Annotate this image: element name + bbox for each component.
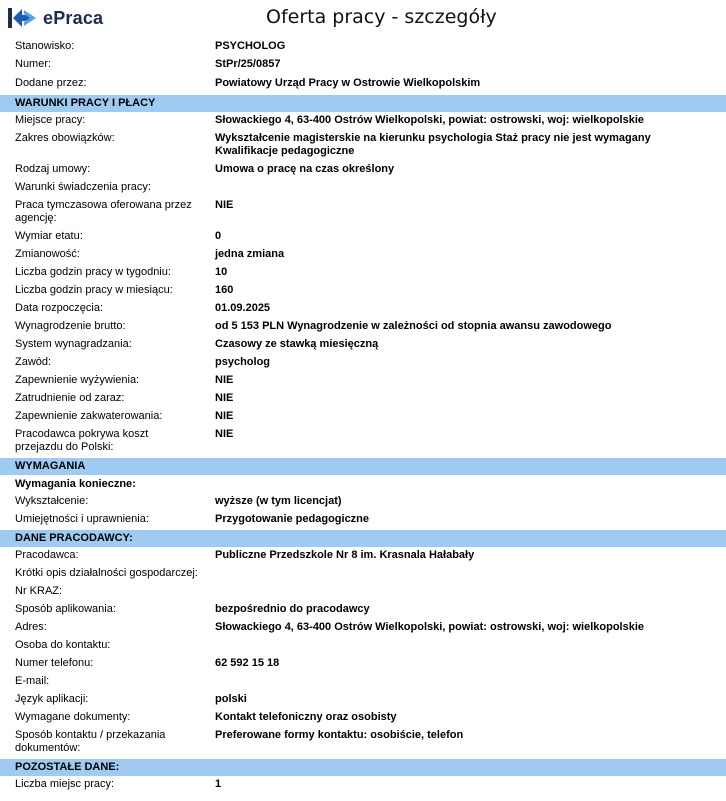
field-row-wymagane-dokumenty (0, 709, 726, 727)
section-header: WYMAGANIA (0, 458, 726, 475)
field-label: Zapewnienie zakwaterowania: (15, 410, 163, 422)
field-row-dodane-przez (0, 75, 726, 94)
field-label: Liczba godzin pracy w miesiącu: (15, 284, 173, 296)
field-label: Liczba godzin pracy w tygodniu: (15, 266, 171, 278)
field-row-liczba-miejsc-pracy (0, 776, 726, 794)
field-row-system-wynagradzania (0, 336, 726, 354)
section-header: WARUNKI PRACY I PŁACY (0, 95, 726, 112)
field-label: Zmianowość: (15, 248, 80, 260)
field-row-umiejetnosci-i-uprawnienia (0, 511, 726, 529)
field-row-e-mail (0, 673, 726, 691)
field-label: Język aplikacji: (15, 693, 89, 705)
field-value: psycholog (215, 356, 271, 368)
field-row-stanowisko (0, 38, 726, 56)
field-value: Wykształcenie magisterskie na kierunku psychologia Staż pracy nie jest wymagany Kwalifikacje pedagogiczne (215, 132, 651, 157)
field-row-nr-kraz (0, 583, 726, 601)
field-label: Krótki opis działalności gospodarczej: (15, 567, 198, 579)
field-label: Stanowisko: (15, 40, 75, 52)
logo-text: ePraca (43, 7, 104, 28)
field-value: Umowa o pracę na czas określony (215, 163, 395, 175)
section-header: POZOSTAŁE DANE: (0, 759, 726, 776)
field-label: Praca tymczasowa oferowana przez agencję: (15, 199, 192, 224)
field-value: wyższe (w tym licencjat) (215, 495, 342, 507)
field-value: Słowackiego 4, 63-400 Ostrów Wielkopolski, powiat: ostrowski, woj: wielkopolskie (215, 114, 645, 126)
field-row-zapewnienie-zakwaterowania (0, 408, 726, 426)
field-row-wyksztalcenie (0, 493, 726, 511)
field-row-zapewnienie-wyzywienia (0, 372, 726, 390)
field-value: 01.09.2025 (215, 302, 271, 314)
field-row-sposob-kontaktu-przekazania-dokumentow (0, 727, 726, 758)
field-value: polski (215, 693, 247, 705)
field-row-zawod (0, 354, 726, 372)
field-label: Adres: (15, 621, 47, 633)
field-label: Warunki świadczenia pracy: (15, 181, 151, 193)
field-value: 62 592 15 18 (215, 657, 280, 669)
field-row-data-rozpoczecia (0, 300, 726, 318)
field-row-zakres-obowiazkow (0, 130, 726, 161)
field-row-jezyk-aplikacji (0, 691, 726, 709)
field-label: Pracodawca pokrywa koszt przejazdu do Polski: (15, 428, 149, 453)
field-row-rodzaj-umowy (0, 161, 726, 179)
field-label: Sposób kontaktu / przekazania dokumentów: (15, 729, 166, 754)
field-label: Wymagane dokumenty: (15, 711, 131, 723)
field-label: Sposób aplikowania: (15, 603, 116, 615)
field-row-liczba-godzin-pracy-w-tygodniu (0, 264, 726, 282)
field-value: od 5 153 PLN Wynagrodzenie w zależności od stopnia awansu zawodowego (215, 320, 612, 332)
section-requirements (0, 458, 726, 529)
field-value: Słowackiego 4, 63-400 Ostrów Wielkopolski, powiat: ostrowski, woj: wielkopolskie (215, 621, 645, 633)
field-row-liczba-godzin-pracy-w-miesiacu (0, 282, 726, 300)
field-value (203, 179, 716, 197)
field-label: Rodzaj umowy: (15, 163, 91, 175)
field-label: Zatrudnienie od zaraz: (15, 392, 125, 404)
field-row-zatrudnienie-od-zaraz (0, 390, 726, 408)
field-row-krotki-opis-dzialalnosci-gospodarczej (0, 565, 726, 583)
field-value: Publiczne Przedszkole Nr 8 im. Krasnala Hałabały (215, 549, 475, 561)
field-row-zmianowosc (0, 246, 726, 264)
field-value: Kontakt telefoniczny oraz osobisty (215, 711, 397, 723)
field-value (203, 583, 716, 601)
field-label: Numer telefonu: (15, 657, 94, 669)
field-row-wynagrodzenie-brutto (0, 318, 726, 336)
field-value: Powiatowy Urząd Pracy w Ostrowie Wielkopolskim (215, 77, 481, 89)
field-value: bezpośrednio do pracodawcy (215, 603, 370, 615)
field-value: 1 (215, 778, 222, 790)
field-row-wymiar-etatu (0, 228, 726, 246)
field-label: Nr KRAZ: (15, 585, 63, 597)
field-value (203, 637, 716, 655)
offer-details (0, 38, 726, 794)
epraca-logo[interactable] (8, 7, 103, 29)
section-employer (0, 530, 726, 758)
section-other (0, 759, 726, 794)
field-value: PSYCHOLOG (215, 40, 286, 52)
field-value: NIE (215, 374, 234, 386)
field-row-pracodawca-pokrywa-koszt-przejazdu-do-polski (0, 426, 726, 457)
field-value: Przygotowanie pedagogiczne (215, 513, 370, 525)
field-row-numer-telefonu (0, 655, 726, 673)
field-label: Umiejętności i uprawnienia: (15, 513, 149, 525)
section-header: DANE PRACODAWCY: (0, 530, 726, 547)
field-row-pracodawca (0, 547, 726, 565)
field-row-sposob-aplikowania (0, 601, 726, 619)
field-label: System wynagradzania: (15, 338, 132, 350)
field-label: Pracodawca: (15, 549, 79, 561)
field-value: StPr/25/0857 (215, 58, 281, 70)
field-value (203, 673, 716, 691)
field-row-numer (0, 56, 726, 75)
field-label: E-mail: (15, 675, 50, 687)
field-value: NIE (215, 410, 234, 422)
epraca-logo-icon (8, 7, 38, 29)
field-value: Czasowy ze stawką miesięczną (215, 338, 379, 350)
field-label: Wykształcenie: (15, 495, 89, 507)
field-value: NIE (215, 428, 234, 440)
field-value: 10 (215, 266, 228, 278)
field-value: NIE (215, 392, 234, 404)
field-row-miejsce-pracy (0, 112, 726, 130)
field-label: Dodane przez: (15, 77, 87, 89)
field-row-warunki-swiadczenia-pracy (0, 179, 726, 197)
field-label: Zakres obowiązków: (15, 132, 115, 144)
field-label: Miejsce pracy: (15, 114, 86, 126)
section-conditions (0, 95, 726, 457)
page-title: Oferta pracy - szczegóły (266, 6, 497, 28)
field-label: Wymiar etatu: (15, 230, 83, 242)
field-value: Preferowane formy kontaktu: osobiście, telefon (215, 729, 464, 741)
field-value: NIE (215, 199, 234, 211)
field-value: jedna zmiana (215, 248, 285, 260)
field-row-adres (0, 619, 726, 637)
field-row-osoba-do-kontaktu (0, 637, 726, 655)
field-value: 160 (215, 284, 234, 296)
field-label: Data rozpoczęcia: (15, 302, 104, 314)
field-label: Wynagrodzenie brutto: (15, 320, 126, 332)
field-row-praca-tymczasowa-oferowana-przez-agencje (0, 197, 726, 228)
field-label: Osoba do kontaktu: (15, 639, 111, 651)
field-label: Liczba miejsc pracy: (15, 778, 115, 790)
field-label: Zapewnienie wyżywienia: (15, 374, 140, 386)
offer-summary (0, 38, 726, 94)
field-label: Zawód: (15, 356, 52, 368)
field-value: 0 (215, 230, 222, 242)
field-label: Numer: (15, 58, 52, 70)
page-header (0, 0, 726, 38)
section-subheading: Wymagania konieczne: (15, 478, 136, 490)
field-value (203, 565, 716, 583)
